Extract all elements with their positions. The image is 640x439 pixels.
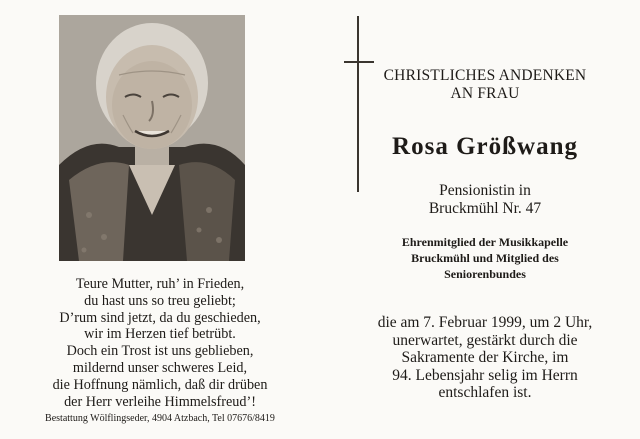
death-line-2: unerwartet, gestärkt durch die — [392, 331, 578, 349]
poem-line: mildernd unser schweres Leid, — [72, 359, 248, 376]
death-line-4: 94. Lebensjahr selig im Herrn — [392, 366, 578, 384]
heading-line-2: AN FRAU — [450, 85, 520, 102]
poem-line: die Hoffnung nämlich, daß dir drüben — [52, 376, 268, 393]
portrait-photo — [59, 15, 245, 261]
honorary-membership — [330, 234, 640, 282]
death-line-5: entschlafen ist. — [438, 384, 532, 401]
poem-line: D’rum sind jetzt, da du geschieden, — [59, 309, 261, 326]
poem — [10, 276, 310, 410]
poem-line: Doch ein Trost ist uns geblieben, — [66, 343, 254, 360]
death-line-1: die am 7. Februar 1999, um 2 Uhr, — [377, 314, 593, 331]
poem-line: du hast uns so treu geliebt; — [84, 292, 236, 309]
occupation — [330, 182, 640, 218]
death-notice — [330, 314, 640, 402]
funeral-home-credit: Bestattung Wölflingseder, 4904 Atzbach, Tel 07676/8419 — [45, 413, 275, 424]
cross-icon-bar — [344, 61, 374, 63]
memorial-heading — [330, 67, 640, 103]
cross-icon — [357, 16, 359, 192]
deceased-name: Rosa Größwang — [392, 133, 578, 160]
poem-line: Teure Mutter, ruh’ in Frieden, — [75, 276, 245, 292]
portrait-image — [59, 15, 245, 261]
poem-line: wir im Herzen tief betrübt. — [84, 326, 236, 343]
occupation-line-2: Bruckmühl Nr. 47 — [428, 200, 542, 217]
heading-line-1: CHRISTLICHES ANDENKEN — [383, 67, 587, 84]
honor-line-1: Ehrenmitglied der Musikkapelle — [401, 235, 569, 249]
honor-line-2: Bruckmühl und Mitglied des — [411, 251, 559, 265]
death-line-3: Sakramente der Kirche, im — [401, 349, 569, 366]
poem-line: der Herr verleihe Himmelsfreud’! — [64, 393, 256, 410]
honor-line-3: Seniorenbundes — [444, 267, 526, 281]
occupation-line-1: Pensionistin in — [439, 182, 531, 199]
